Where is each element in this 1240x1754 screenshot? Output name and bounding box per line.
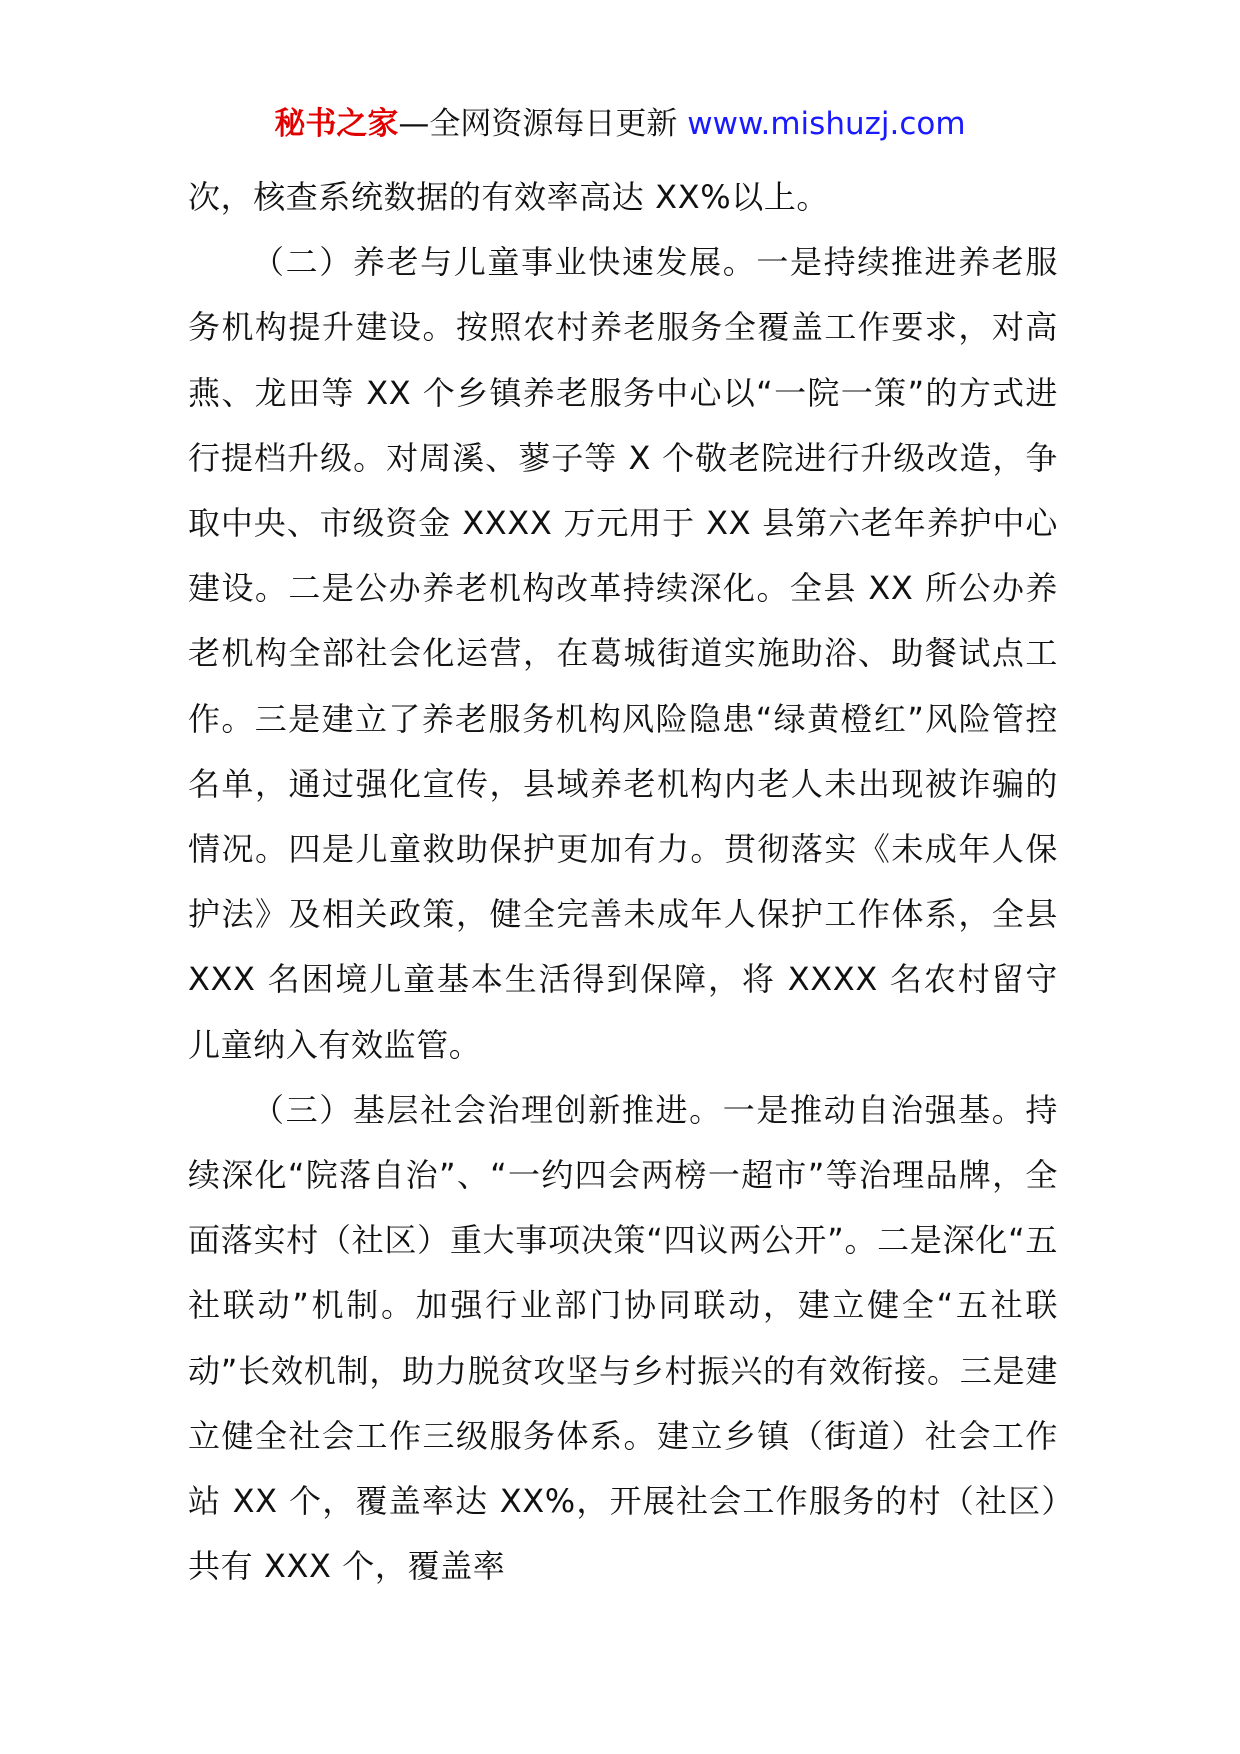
paragraph-elderly-children: （二）养老与儿童事业快速发展。一是持续推进养老服务机构提升建设。按照农村养老服务全覆盖工作要求，对高燕、龙田等 XX 个乡镇养老服务中心以“一院一策”的方式进行提档升级。对周溪、蓼子等 X 个敬老院进行升级改造，争取中央、市级资金 XXXX 万元用于 XX 县第六老年养护中心建设。二是公办养老机构改革持续深化。全县 XX 所公办养老机构全部社会化运营，在葛城街道实施助浴、助餐试点工作。三是建立了养老服务机构风险隐患“绿黄橙红”风险管控名单，通过强化宣传，县域养老机构内老人未出现被诈骗的情况。四是儿童救助保护更加有力。贯彻落实《未成年人保护法》及相关政策，健全完善未成年人保护工作体系，全县 XXX 名困境儿童基本生活得到保障，将 XXXX 名农村留守儿童纳入有效监管。 [188, 243, 1058, 1064]
document-body [188, 165, 1058, 1599]
page-header [0, 104, 1240, 144]
paragraph-continuation: 次，核查系统数据的有效率高达 XX%以上。 [188, 178, 830, 216]
header-url-link[interactable]: www.mishuzj.com [687, 106, 966, 142]
header-tagline: —全网资源每日更新 [398, 106, 688, 142]
header-brand: 秘书之家 [274, 106, 399, 142]
paragraph-grassroots-governance: （三）基层社会治理创新推进。一是推动自治强基。持续深化“院落自治”、“一约四会两榜一超市”等治理品牌，全面落实村（社区）重大事项决策“四议两公开”。二是深化“五社联动”机制。加强行业部门协同联动，建立健全“五社联动”长效机制，助力脱贫攻坚与乡村振兴的有效衔接。三是建立健全社会工作三级服务体系。建立乡镇（街道）社会工作站 XX 个，覆盖率达 XX%，开展社会工作服务的村（社区）共有 XXX 个，覆盖率 [188, 1090, 1058, 1586]
